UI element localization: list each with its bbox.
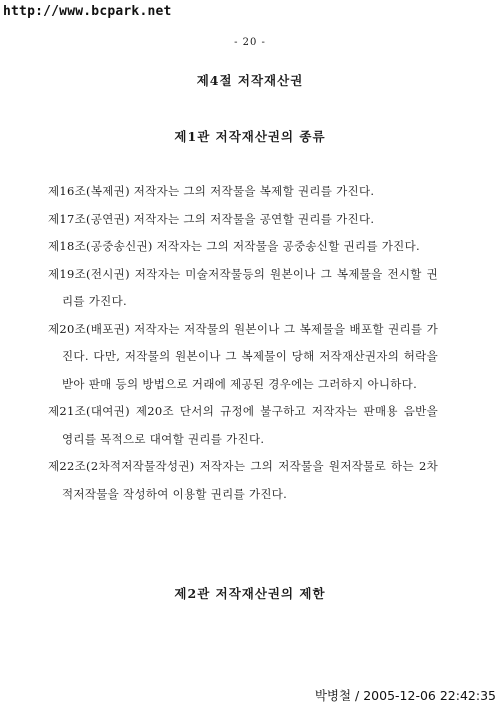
article-18: 제18조(공중송신권) 저작자는 그의 저작물을 공중송신할 권리를 가진다. bbox=[48, 239, 420, 253]
page-number: - 20 - bbox=[234, 37, 266, 48]
article-22: 제22조(2차적저작물작성권) 저작자는 그의 저작물을 원저작물로 하는 2차적저작물을 작성하여 이용할 권리를 가진다. bbox=[48, 459, 438, 501]
article-list bbox=[48, 178, 438, 508]
article-20: 제20조(배포권) 저작자는 저작물의 원본이나 그 복제물을 배포할 권리를 가진다. 다만, 저작물의 원본이나 그 복제물이 당해 저작재산권자의 허락을 받아 판매 등의 방법으로 거래에 제공된 경우에는 그러하지 아니하다. bbox=[48, 321, 438, 391]
article-17: 제17조(공연권) 저작자는 그의 저작물을 공연할 권리를 가진다. bbox=[48, 211, 375, 226]
subsection-title-rights-types: 제1관 저작재산권의 종류 bbox=[174, 129, 326, 144]
article-16: 제16조(복제권) 저작자는 그의 저작물을 복제할 권리를 가진다. bbox=[48, 184, 375, 198]
article-21: 제21조(대여권) 제20조 단서의 규정에 불구하고 저작자는 판매용 음반을 영리를 목적으로 대여할 권리를 가진다. bbox=[48, 404, 438, 446]
section-title: 제4절 저작재산권 bbox=[196, 73, 304, 88]
article-19: 제19조(전시권) 저작자는 미술저작물등의 원본이나 그 복제물을 전시할 권리를 가진다. bbox=[48, 266, 438, 308]
author-timestamp-stamp: 박병철 / 2005-12-06 22:42:35 bbox=[314, 688, 496, 703]
subsection-title-rights-limits: 제2관 저작재산권의 제한 bbox=[174, 586, 326, 601]
website-watermark: http://www.bcpark.net bbox=[3, 4, 172, 19]
